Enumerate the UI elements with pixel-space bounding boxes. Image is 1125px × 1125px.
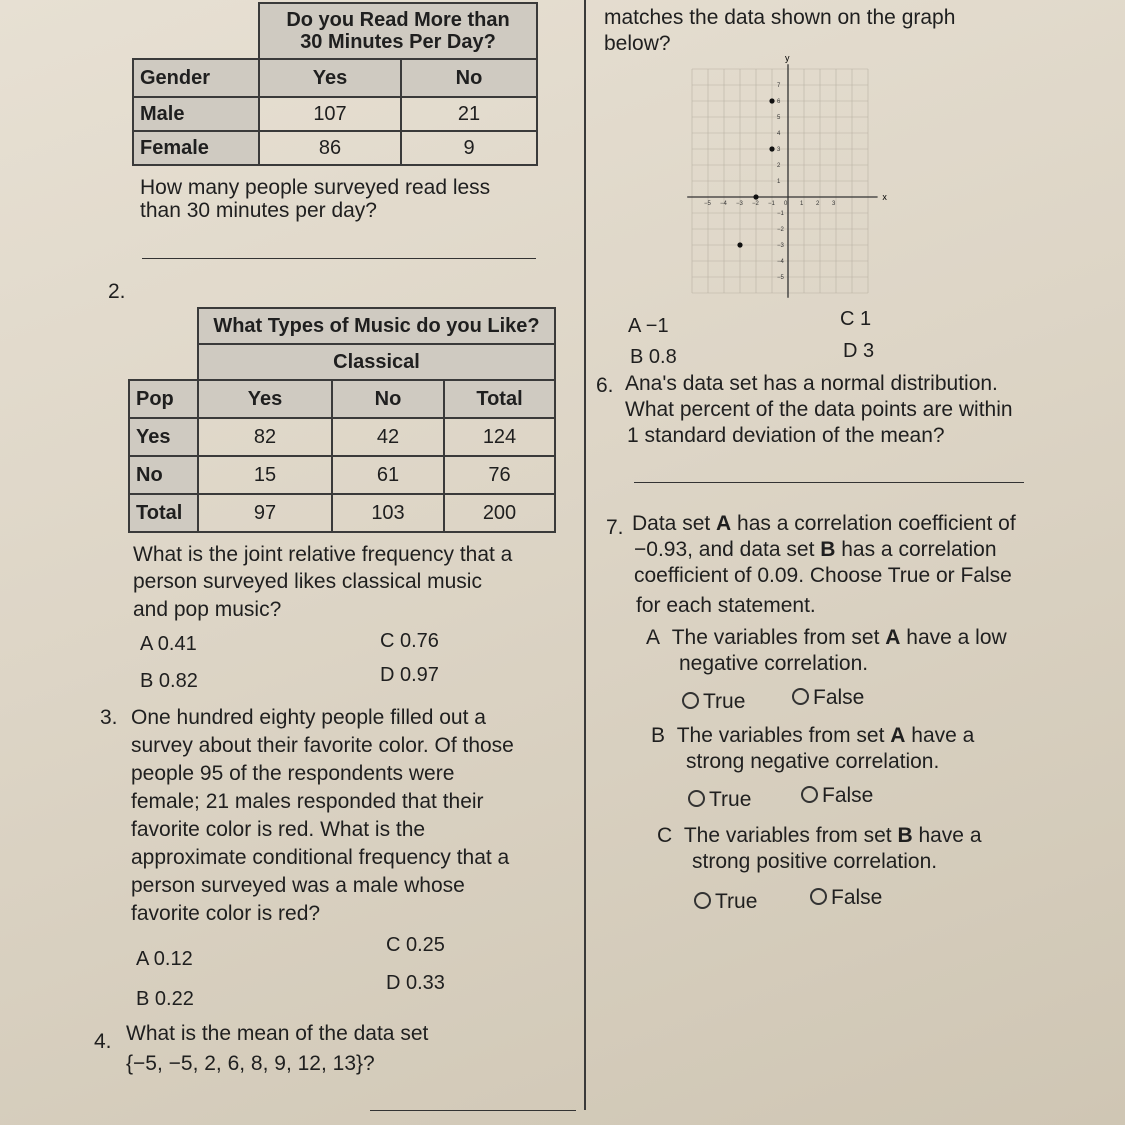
q7-statement-a-line2: negative correlation. (679, 652, 869, 675)
reading-cell: 86 (259, 131, 401, 165)
music-cell: 61 (332, 456, 444, 494)
y-tick-label: −1 (777, 211, 784, 217)
q5-line-2: below? (604, 32, 671, 55)
false-label: False (822, 784, 874, 807)
reading-table-title-2: 30 Minutes Per Day? (300, 31, 496, 53)
music-col-header: Total (444, 380, 555, 418)
music-table (128, 307, 556, 533)
q4-line-2: {−5, −5, 2, 6, 8, 9, 12, 13}? (126, 1052, 375, 1075)
reading-col-yes: Yes (259, 59, 401, 97)
q7-statement-c-line2: strong positive correlation. (692, 850, 938, 873)
q6-line-3: 1 standard deviation of the mean? (627, 424, 945, 447)
q6-answer-line[interactable] (634, 482, 1024, 483)
q7-statement-letter: C (657, 824, 673, 847)
scatter-graph (680, 55, 890, 300)
q7-statement-set: B (897, 824, 913, 847)
reading-row-header: Gender (133, 59, 259, 97)
data-point (769, 98, 774, 103)
y-axis-label: y (785, 55, 790, 63)
y-tick-label: −2 (777, 227, 784, 233)
x-tick-label: 2 (816, 201, 820, 207)
q2-option-b[interactable]: B 0.82 (140, 670, 198, 692)
music-cell: 124 (444, 418, 555, 456)
y-tick-label: −5 (777, 275, 784, 281)
q5-line-1: matches the data shown on the graph (604, 6, 956, 29)
q3-line: approximate conditional frequency that a (131, 846, 510, 869)
reading-row-label: Female (133, 131, 259, 165)
x-tick-label: −3 (736, 201, 743, 207)
x-tick-label: −2 (752, 201, 759, 207)
data-point (737, 242, 742, 247)
y-tick-label: 7 (777, 83, 781, 89)
y-tick-label: 5 (777, 115, 781, 121)
q7-statement-text: The variables from set (671, 626, 886, 649)
y-tick-label: 2 (777, 163, 781, 169)
q7-a-true-option[interactable] (682, 688, 745, 716)
q7-intro-text: has a correlation coefficient of (731, 512, 1016, 535)
true-label: True (703, 690, 746, 713)
q7-statement-set: A (890, 724, 906, 747)
q1-question-1: How many people surveyed read less (140, 176, 491, 199)
q5-option-a[interactable]: A −1 (628, 315, 669, 337)
q3-option-b[interactable]: B 0.22 (136, 988, 194, 1010)
q7-statement-letter: A (646, 626, 661, 649)
true-label: True (709, 788, 752, 811)
q3-line: female; 21 males responded that their (131, 790, 484, 813)
q5-option-c[interactable]: C 1 (840, 308, 872, 330)
reading-cell: 9 (401, 131, 537, 165)
q6-line-1: Ana's data set has a normal distribution. (625, 372, 998, 395)
q7-set-b: B (820, 538, 836, 561)
q7-intro-2 (634, 536, 997, 564)
music-cell: 82 (198, 418, 332, 456)
music-row-label: Yes (129, 418, 198, 456)
q7-b-true-option[interactable] (688, 786, 751, 814)
q1-question-2: than 30 minutes per day? (140, 199, 377, 222)
music-cell: 103 (332, 494, 444, 532)
q7-statement-c (657, 822, 982, 850)
q3-line: favorite color is red? (131, 902, 321, 925)
q3-line: One hundred eighty people filled out a (131, 706, 486, 729)
q5-option-d[interactable]: D 3 (843, 340, 875, 362)
q2-question-1: What is the joint relative frequency that a (133, 543, 513, 566)
q7-number: 7. (606, 516, 624, 539)
q2-option-c[interactable]: C 0.76 (380, 630, 439, 652)
q3-line: people 95 of the respondents were (131, 762, 455, 785)
q7-intro-text: −0.93, and data set (634, 538, 821, 561)
q7-statement-text: have a (905, 724, 975, 747)
q2-option-a[interactable]: A 0.41 (140, 633, 197, 655)
q7-statement-set: A (885, 626, 901, 649)
music-row-label: Total (129, 494, 198, 532)
q6-number: 6. (596, 374, 614, 397)
y-tick-label: 3 (777, 147, 781, 153)
column-divider (584, 0, 586, 1110)
q5-option-b[interactable]: B 0.8 (630, 346, 677, 368)
reading-row-label: Male (133, 97, 259, 131)
radio-icon[interactable] (801, 786, 818, 803)
reading-col-no: No (401, 59, 537, 97)
q4-number: 4. (94, 1030, 112, 1053)
y-tick-label: 4 (777, 131, 781, 137)
x-tick-label: 0 (784, 201, 788, 207)
y-tick-label: 6 (777, 99, 781, 105)
q3-option-a[interactable]: A 0.12 (136, 948, 193, 970)
music-cell: 76 (444, 456, 555, 494)
q3-number: 3. (100, 706, 118, 729)
radio-icon[interactable] (688, 790, 705, 807)
q4-line-1: What is the mean of the data set (126, 1022, 429, 1045)
q7-c-true-option[interactable] (694, 888, 757, 916)
q7-statement-text: have a low (900, 626, 1007, 649)
music-row-header: Pop (129, 380, 198, 418)
music-cell: 15 (198, 456, 332, 494)
q7-intro-text: has a correlation (835, 538, 997, 561)
q3-line: person surveyed was a male whose (131, 874, 465, 897)
reading-table-title-1: Do you Read More than (286, 9, 510, 31)
y-tick-label: −4 (777, 259, 784, 265)
q7-a-false-option[interactable] (792, 684, 864, 712)
false-label: False (831, 886, 883, 909)
data-point (753, 194, 758, 199)
x-tick-label: −1 (768, 201, 775, 207)
q7-statement-b (651, 722, 974, 750)
music-table-title: What Types of Music do you Like? (198, 308, 555, 344)
q3-option-c[interactable]: C 0.25 (386, 934, 445, 956)
q7-statement-a (646, 624, 1007, 652)
q7-intro-1 (632, 510, 1016, 538)
q7-statement-text: have a (912, 824, 982, 847)
q2-number: 2. (108, 280, 126, 303)
q3-line: favorite color is red. What is the (131, 818, 426, 841)
q7-statement-b-line2: strong negative correlation. (686, 750, 940, 773)
music-cell: 97 (198, 494, 332, 532)
radio-icon[interactable] (694, 892, 711, 909)
music-col-header: No (332, 380, 444, 418)
q1-answer-line[interactable] (142, 258, 536, 259)
music-table-subtitle: Classical (198, 344, 555, 380)
q7-b-false-option[interactable] (801, 782, 873, 810)
radio-icon[interactable] (682, 692, 699, 709)
q7-statement-letter: B (651, 724, 666, 747)
x-tick-label: 1 (800, 201, 804, 207)
true-label: True (715, 890, 758, 913)
q7-set-a: A (716, 512, 732, 535)
reading-cell: 107 (259, 97, 401, 131)
music-col-header: Yes (198, 380, 332, 418)
q3-option-d[interactable]: D 0.33 (386, 972, 445, 994)
q3-line: survey about their favorite color. Of those (131, 734, 514, 757)
q2-question-3: and pop music? (133, 598, 282, 621)
q2-option-d[interactable]: D 0.97 (380, 664, 439, 686)
q7-intro-3: coefficient of 0.09. Choose True or False (634, 564, 1012, 587)
music-row-label: No (129, 456, 198, 494)
q4-answer-line[interactable] (370, 1110, 576, 1111)
music-cell: 42 (332, 418, 444, 456)
q2-question-2: person surveyed likes classical music (133, 570, 482, 593)
data-point (769, 146, 774, 151)
reading-cell: 21 (401, 97, 537, 131)
radio-icon[interactable] (792, 688, 809, 705)
false-label: False (813, 686, 865, 709)
x-axis-label: x (882, 192, 887, 202)
x-tick-label: 3 (832, 201, 836, 207)
radio-icon[interactable] (810, 888, 827, 905)
q7-intro-4: for each statement. (636, 594, 816, 617)
x-tick-label: −4 (720, 201, 727, 207)
q7-intro-text: Data set (632, 512, 717, 535)
y-tick-label: −3 (777, 243, 784, 249)
q7-c-false-option[interactable] (810, 884, 882, 912)
music-cell: 200 (444, 494, 555, 532)
reading-table (132, 2, 538, 166)
q7-statement-text: The variables from set (683, 824, 898, 847)
q7-statement-text: The variables from set (676, 724, 891, 747)
x-tick-label: −5 (704, 201, 711, 207)
y-tick-label: 1 (777, 179, 781, 185)
q6-line-2: What percent of the data points are within (625, 398, 1013, 421)
